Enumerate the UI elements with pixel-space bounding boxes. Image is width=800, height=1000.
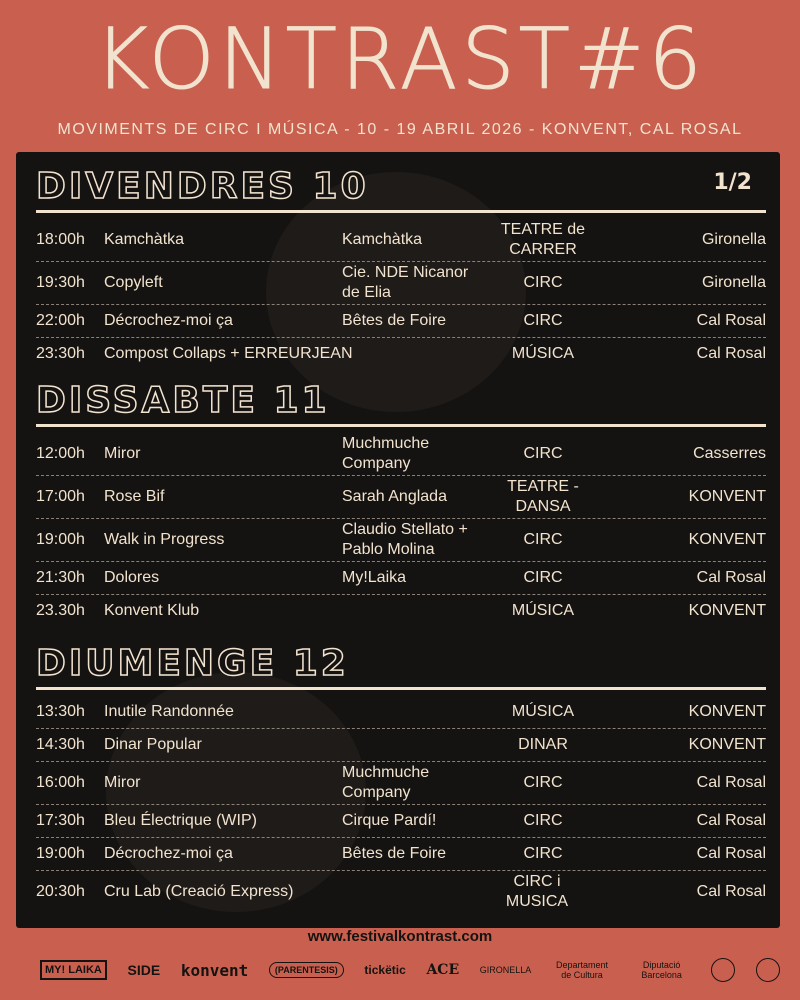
event-show: Dinar Popular	[104, 736, 202, 753]
event-time: 20:30h	[36, 883, 85, 900]
event-venue: Casserres	[693, 445, 766, 462]
event-venue: KONVENT	[688, 602, 766, 619]
page-indicator: 1/2	[713, 170, 752, 195]
event-venue: KONVENT	[688, 488, 766, 505]
day-divider	[36, 424, 766, 427]
event-row	[36, 476, 766, 519]
event-company: Muchmuche Company	[342, 764, 430, 801]
day-title: DISSABTE 11	[36, 380, 330, 421]
event-show: Inutile Randonnée	[104, 703, 234, 720]
event-venue: Gironella	[701, 231, 766, 248]
day-title: DIUMENGE 12	[36, 643, 349, 684]
event-time: 18:00h	[36, 231, 85, 248]
event-genre: CIRC i MUSICA	[505, 873, 569, 910]
event-genre: CIRC	[523, 274, 563, 291]
diputacio-logo: Diputació Barcelona	[641, 960, 682, 980]
side-logo: SIDE	[127, 962, 161, 978]
event-show: Dolores	[104, 569, 160, 586]
event-list	[36, 219, 766, 370]
event-time: 19:00h	[36, 845, 85, 862]
event-venue: Gironella	[701, 274, 766, 291]
event-time: 22:00h	[36, 312, 85, 329]
event-show: Konvent Klub	[104, 602, 200, 619]
event-genre: MÚSICA	[511, 602, 575, 619]
sponsor-logos	[40, 950, 780, 990]
event-show: Rose Bif	[104, 488, 165, 505]
event-venue: KONVENT	[688, 531, 766, 548]
event-row	[36, 562, 766, 595]
event-time: 19:00h	[36, 531, 85, 548]
event-genre: CIRC	[523, 312, 563, 329]
generalitat-logo: Departament de Cultura	[555, 960, 608, 980]
gironella-logo: GIRONELLA	[479, 965, 532, 975]
mylaika-logo: MY! LAIKA	[40, 960, 107, 980]
event-row	[36, 595, 766, 627]
event-genre: CIRC	[523, 812, 563, 829]
event-company: Claudio Stellato + Pablo Molina	[342, 521, 468, 558]
event-genre: TEATRE de CARRER	[500, 221, 586, 258]
event-venue: KONVENT	[688, 736, 766, 753]
event-show: Copyleft	[104, 274, 163, 291]
event-genre: CIRC	[523, 569, 563, 586]
event-show: Bleu Électrique (WIP)	[104, 812, 257, 829]
event-show: Miror	[104, 445, 141, 462]
event-company: Cirque Pardí!	[342, 812, 437, 829]
event-row	[36, 871, 766, 913]
event-venue: Cal Rosal	[696, 345, 766, 362]
festival-url[interactable]: www.festivalkontrast.com	[307, 928, 493, 945]
event-venue: Cal Rosal	[696, 845, 766, 862]
event-venue: Cal Rosal	[696, 812, 766, 829]
event-company: Bêtes de Foire	[342, 312, 447, 329]
event-show: Kamchàtka	[104, 231, 185, 248]
event-row	[36, 838, 766, 871]
event-row	[36, 262, 766, 305]
ticketic-logo: tickëtic	[364, 963, 406, 977]
day-section-friday	[36, 166, 766, 370]
day-title: DIVENDRES 10	[36, 166, 369, 207]
event-genre: CIRC	[523, 445, 563, 462]
parentesis-logo: (PARENTESIS)	[269, 962, 344, 978]
event-company: My!Laika	[342, 569, 407, 586]
konvent-logo: konvent	[180, 960, 249, 980]
event-row	[36, 762, 766, 805]
day-divider	[36, 210, 766, 213]
event-time: 13:30h	[36, 703, 85, 720]
event-genre: MÚSICA	[511, 345, 575, 362]
event-genre: CIRC	[523, 845, 563, 862]
event-genre: CIRC	[523, 531, 563, 548]
day-section-sunday	[36, 643, 766, 913]
event-time: 16:00h	[36, 774, 85, 791]
event-company: Kamchàtka	[342, 231, 423, 248]
event-show: Décrochez-moi ça	[104, 312, 233, 329]
event-row	[36, 219, 766, 262]
event-row	[36, 519, 766, 562]
festival-title: KONTRAST#6	[94, 10, 706, 108]
ace-logo: ACE	[426, 962, 460, 978]
event-venue: Cal Rosal	[696, 312, 766, 329]
event-show: Décrochez-moi ça	[104, 845, 233, 862]
event-time: 21:30h	[36, 569, 85, 586]
calrosal-seal-icon	[756, 958, 780, 982]
event-time: 23:30h	[36, 345, 85, 362]
event-company: Bêtes de Foire	[342, 845, 447, 862]
event-show: Miror	[104, 774, 141, 791]
event-genre: MÚSICA	[511, 703, 575, 720]
event-venue: KONVENT	[688, 703, 766, 720]
event-show: Walk in Progress	[104, 531, 225, 548]
event-time: 14:30h	[36, 736, 85, 753]
event-list	[36, 433, 766, 627]
festival-subtitle: MOVIMENTS DE CIRC I MÚSICA - 10 - 19 ABRIL 2026 - KONVENT, CAL ROSAL	[57, 121, 743, 138]
event-row	[36, 729, 766, 762]
event-time: 17:30h	[36, 812, 85, 829]
event-genre: CIRC	[523, 774, 563, 791]
event-time: 23.30h	[36, 602, 85, 619]
event-company: Sarah Anglada	[342, 488, 447, 505]
casserres-seal-icon	[711, 958, 735, 982]
event-row	[36, 433, 766, 476]
event-time: 19:30h	[36, 274, 85, 291]
event-genre: TEATRE - DANSA	[507, 478, 579, 515]
event-show: Cru Lab (Creació Express)	[104, 883, 294, 900]
event-genre: DINAR	[518, 736, 568, 753]
event-company: Muchmuche Company	[342, 435, 430, 472]
event-time: 17:00h	[36, 488, 85, 505]
event-company: Cie. NDE Nicanor de Elia	[342, 264, 469, 301]
event-venue: Cal Rosal	[696, 774, 766, 791]
event-venue: Cal Rosal	[696, 569, 766, 586]
day-divider	[36, 687, 766, 690]
event-list	[36, 696, 766, 913]
casserres-logo	[711, 958, 735, 982]
calrosal-logo	[756, 958, 780, 982]
event-time: 12:00h	[36, 445, 85, 462]
event-row	[36, 338, 766, 370]
event-venue: Cal Rosal	[696, 883, 766, 900]
event-show: Compost Collaps + ERREURJEAN	[104, 345, 353, 362]
event-row	[36, 696, 766, 729]
day-section-saturday	[36, 380, 766, 627]
event-row	[36, 305, 766, 338]
event-row	[36, 805, 766, 838]
